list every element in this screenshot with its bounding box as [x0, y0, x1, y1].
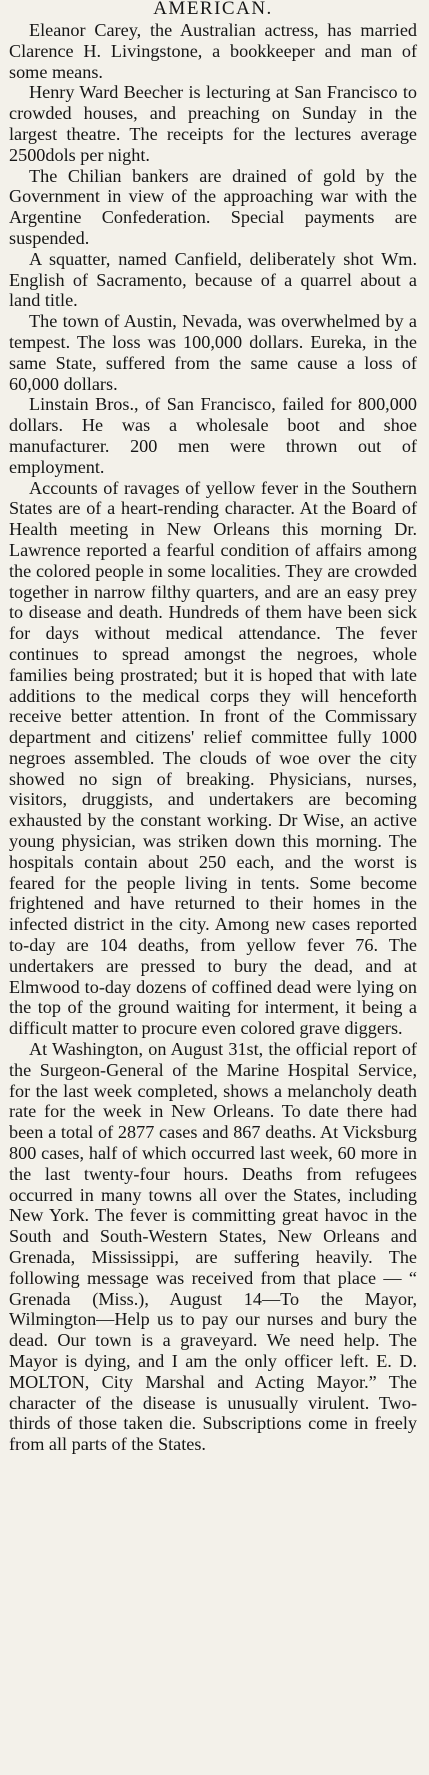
section-heading: AMERICAN. — [153, 0, 273, 19]
news-item-austin-tempest: The town of Austin, Nevada, was overwhelmed by a tempest. The loss was 100,000 dollars. Eureka, in the same State, suffered from the same cause a loss of 60,000 dollars. — [9, 311, 417, 394]
news-item-squatter-shooting: A squatter, named Canfield, deliberately shot Wm. English of Sacramento, because of a quarrel about a land title. — [9, 248, 417, 311]
news-item-carey-marriage: Eleanor Carey, the Australian actress, has married Clarence H. Livingstone, a bookkeeper and man of some means. — [9, 20, 417, 82]
news-item-yellow-fever-washington-report: At Washington, on August 31st, the official report of the Surgeon-General of the Marine Hospital Service, for the last week completed, shows a melancholy death rate for the week in New Orleans. To date there had been a total of 2877 cases and 867 deaths. At Vicksburg 800 cases, half of which occurred last week, 60 more in the last twenty-four hours. Deaths from refugees occurred in many towns all over the States, including New York. The fever is committing great havoc in the South and South-Western States, New Orleans and Grenada, Mississippi, are suffering heavily. The following message was received from that place — “ Grenada (Miss.), August 14—To the Mayor, Wilmington—Help us to pay our nurses and bury the dead. Our town is a graveyard. We need help. The Mayor is dying, and I am the only officer left. E. D. MOLTON, City Marshal and Acting Mayor.” The character of the disease is unusually virulent. Two-thirds of those taken die. Subscriptions come in freely from all parts of the States. — [9, 1039, 417, 1455]
news-item-beecher-lecture: Henry Ward Beecher is lecturing at San Francisco to crowded houses, and preaching on Sunday in the largest theatre. The receipts for the lectures average 2500dols per night. — [9, 82, 417, 165]
news-item-chilian-bankers: The Chilian bankers are drained of gold by the Government in view of the approaching war with the Argentine Confederation. Special payments are suspended. — [9, 165, 417, 248]
news-item-yellow-fever-new-orleans: Accounts of ravages of yellow fever in the Southern States are of a heart-rending character. At the Board of Health meeting in New Orleans this morning Dr. Lawrence reported a fearful condition of affairs among the colored people in some localities. They are crowded together in narrow filthy quarters, and are an easy prey to disease and death. Hundreds of them have been sick for days without medical attendance. The fever continues to spread amongst the negroes, whole families being prostrated; but it is hoped that with late additions to the medical corps they will henceforth receive better attention. In front of the Commissary department and citizens' relief committee fully 1000 negroes assembled. The clouds of woe over the city showed no sign of breaking. Physicians, nurses, visitors, druggists, and undertakers are becoming exhausted by the constant working. Dr Wise, an active young physician, was striken down this morning. The hospitals contain about 250 each, and the worst is feared for the people living in tents. Some become frightened and have returned to their homes in the infected district in the city. Among new cases reported to-day are 104 deaths, from yellow fever 76. The undertakers are pressed to bury the dead, and at Elmwood to-day dozens of coffined dead were lying on the top of the ground waiting for interment, it being a difficult matter to procure even colored grave diggers. — [9, 477, 417, 1039]
news-item-linstain-failure: Linstain Bros., of San Francisco, failed for 800,000 dollars. He was a wholesale boot and shoe manufacturer. 200 men were thrown out of employment. — [9, 394, 417, 477]
